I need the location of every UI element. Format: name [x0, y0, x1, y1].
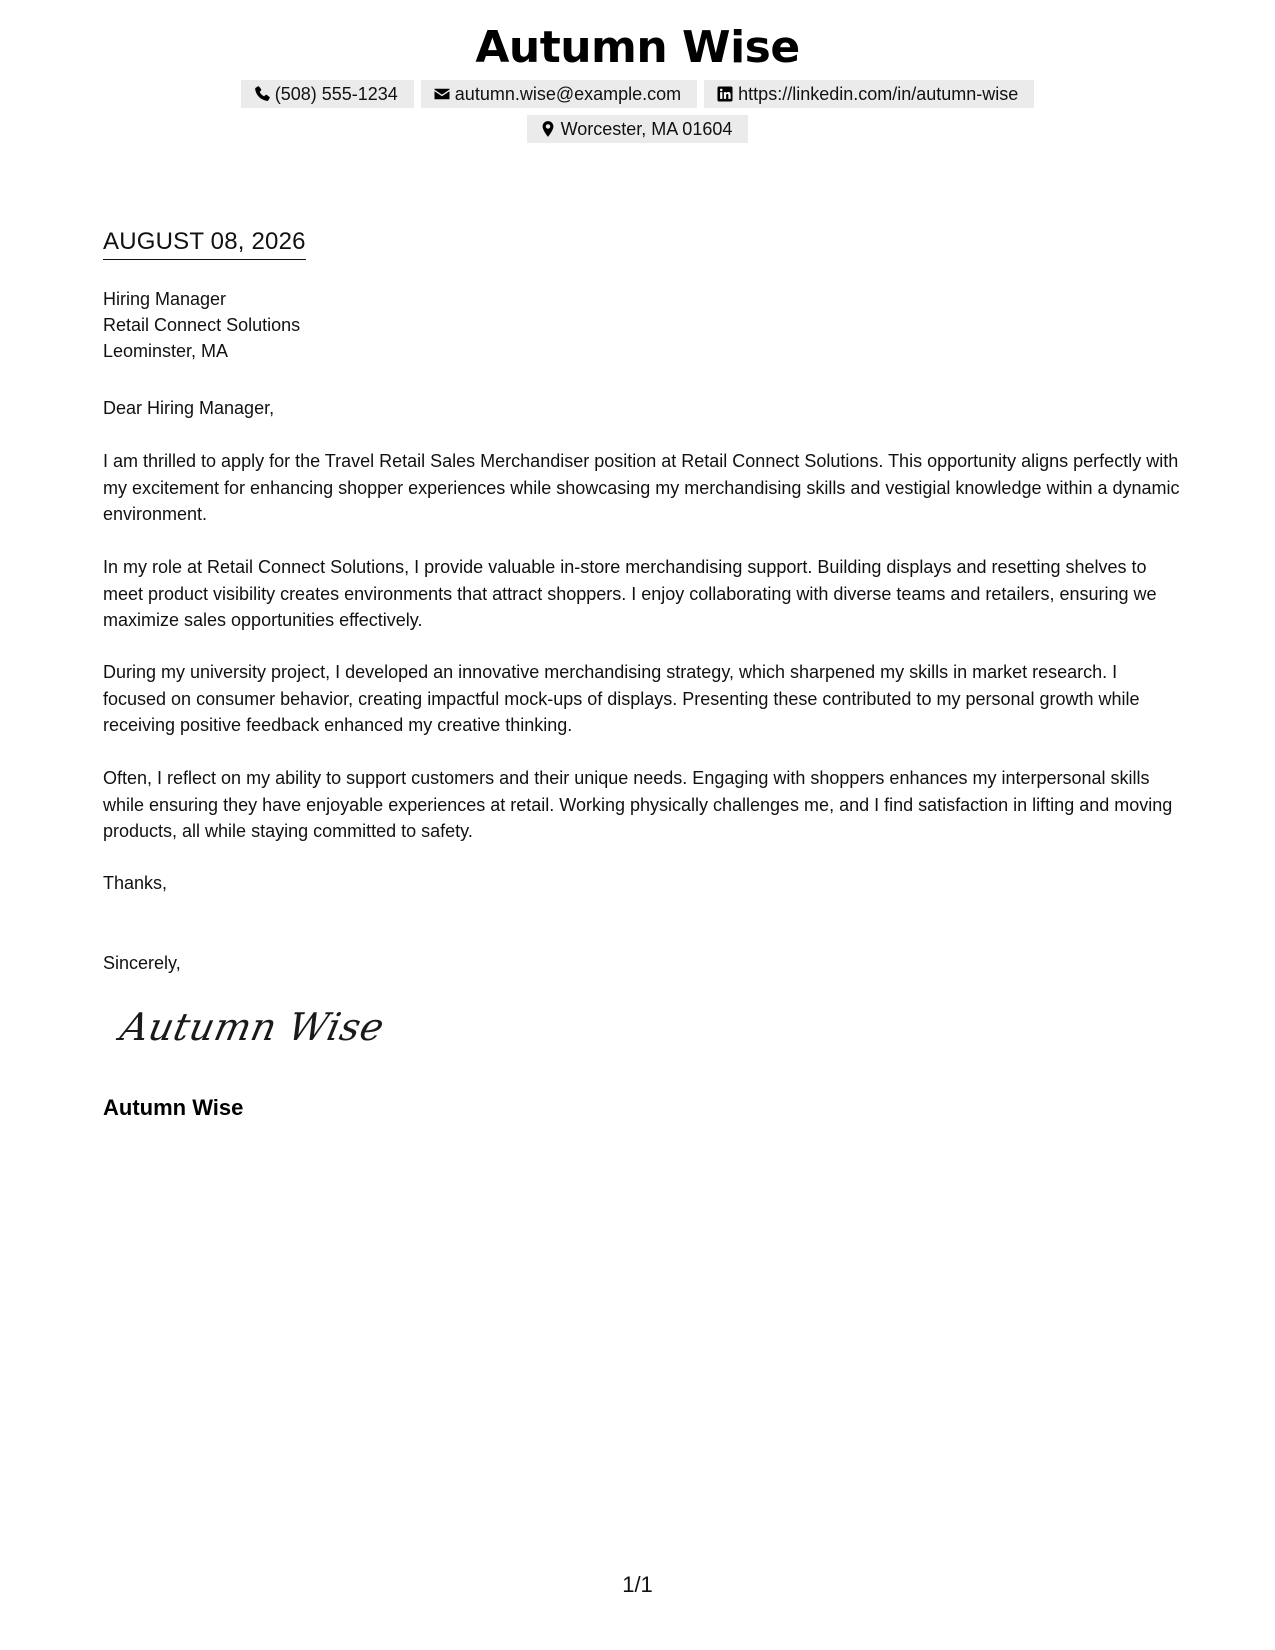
thanks-line: Thanks, [103, 873, 168, 893]
salutation: Dear Hiring Manager, [103, 398, 275, 418]
closing-line: Sincerely, [103, 953, 181, 973]
contact-location-text: Worcester, MA 01604 [560, 118, 733, 139]
signer-name: Autumn Wise [103, 1095, 244, 1120]
letter-date: AUGUST 08, 2026 [103, 226, 306, 260]
contact-email[interactable] [421, 80, 697, 108]
contact-location [527, 115, 749, 143]
map-marker-icon [539, 120, 557, 138]
contact-phone-text: (508) 555-1234 [274, 83, 398, 104]
body-paragraph: Often, I reflect on my ability to support customers and their unique needs. Engaging with shoppers enhances my interpersonal skills while ensuring they have enjoyable experiences at retail. Working physically challenges me, and I find satisfaction in lifting and moving products, all while staying committed to safety. [103, 768, 1173, 841]
page-number: 1/1 [622, 1572, 653, 1597]
phone-icon [253, 85, 271, 103]
handwritten-signature: Autumn Wise [116, 1005, 389, 1049]
body-paragraph: In my role at Retail Connect Solutions, I provide valuable in-store merchandising support. Building displays and resetting shelves to meet product visibility creates environments that attract shoppers. I enjoy collaborating with diverse teams and retailers, ensuring we maximize sales opportunities effectively. [103, 557, 1157, 630]
envelope-icon [433, 85, 451, 103]
recipient-city: Leominster, MA [103, 341, 229, 361]
linkedin-icon [716, 85, 734, 103]
body-paragraph: I am thrilled to apply for the Travel Retail Sales Merchandiser position at Retail Connect Solutions. This opportunity aligns perfectly with my excitement for enhancing shopper experiences while showcasing my merchandising skills and vestigial knowledge within a dynamic environment. [103, 451, 1180, 524]
body-paragraph: During my university project, I developed an innovative merchandising strategy, which sharpened my skills in market research. I focused on consumer behavior, creating impactful mock-ups of displays. Presenting these contributed to my personal growth while receiving positive feedback enhanced my creative thinking. [103, 662, 1140, 735]
contact-linkedin-text: https://linkedin.com/in/autumn-wise [738, 83, 1019, 104]
contact-row-secondary [0, 115, 1275, 143]
contact-phone [241, 80, 414, 108]
recipient-company: Retail Connect Solutions [103, 315, 301, 335]
letter-date-block [103, 226, 306, 260]
contact-email-text: autumn.wise@example.com [454, 83, 682, 104]
contact-linkedin[interactable] [704, 80, 1034, 108]
recipient-address [103, 286, 300, 364]
header-name: Autumn Wise [475, 22, 800, 73]
contact-row-primary [0, 80, 1275, 108]
recipient-title: Hiring Manager [103, 289, 227, 309]
